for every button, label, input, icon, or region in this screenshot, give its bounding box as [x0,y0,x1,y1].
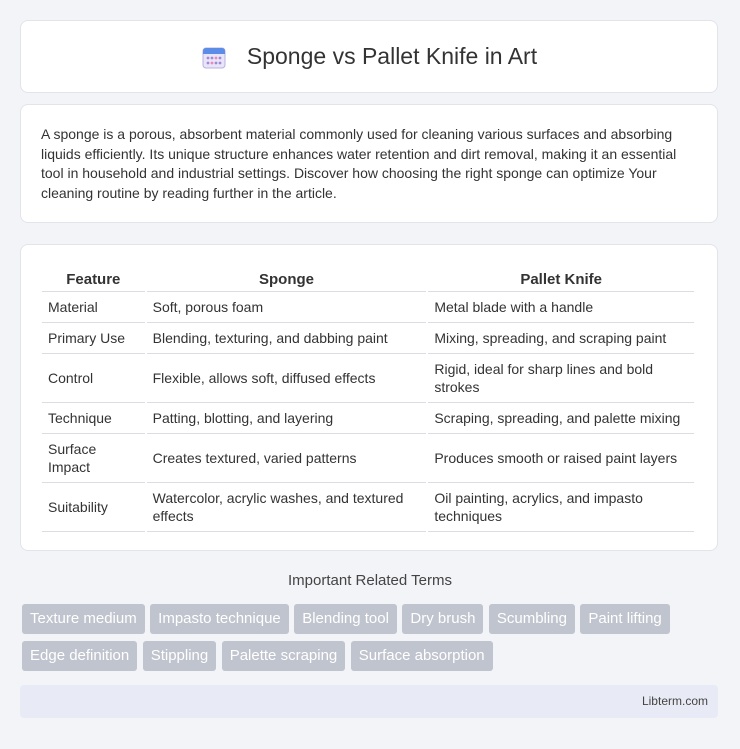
table-row [42,483,694,532]
tag-stippling[interactable]: Stippling [143,641,217,671]
header-sponge: Sponge [147,265,427,292]
tag-blending-tool[interactable]: Blending tool [294,604,397,634]
calendar-icon [201,44,227,70]
table-cell: Primary Use [42,323,145,354]
table-cell: Technique [42,403,145,434]
tag-paint-lifting[interactable]: Paint lifting [580,604,669,634]
tag-surface-absorption[interactable]: Surface absorption [351,641,493,671]
page-title: Sponge vs Pallet Knife in Art [246,43,538,69]
table-cell: Material [42,292,145,323]
table-row [42,323,694,354]
table-cell: Flexible, allows soft, diffused effects [147,354,427,403]
table-row [42,403,694,434]
table-cell: Oil painting, acrylics, and impasto techniques [428,483,694,532]
title-card [20,20,718,93]
table-cell: Creates textured, varied patterns [147,434,427,483]
table-header-row [42,265,694,292]
comparison-card [20,244,718,551]
tag-edge-definition[interactable]: Edge definition [22,641,137,671]
intro-card [20,104,718,223]
header-pallet-knife: Pallet Knife [428,265,694,292]
table-row [42,292,694,323]
tag-palette-scraping[interactable]: Palette scraping [222,641,346,671]
footer [20,685,718,718]
table-cell: Surface Impact [42,434,145,483]
table-row [42,434,694,483]
table-cell: Suitability [42,483,145,532]
table-cell: Mixing, spreading, and scraping paint [428,323,694,354]
table-cell: Patting, blotting, and layering [147,403,427,434]
related-terms-list [22,604,722,678]
table-row [42,354,694,403]
related-terms-title: Important Related Terms [288,572,452,589]
tag-scumbling[interactable]: Scumbling [489,604,575,634]
tag-impasto-technique[interactable]: Impasto technique [150,604,289,634]
table-cell: Metal blade with a handle [428,292,694,323]
intro-text: A sponge is a porous, absorbent material commonly used for cleaning various surfaces and absorbing liquids efficiently. Its unique structure enhances water retention and dirt removal, making it an essential tool in household and industrial settings. Discover how choosing the right sponge can optimize Your cleaning routine by reading further in the article. [41,126,677,201]
table-cell: Rigid, ideal for sharp lines and bold strokes [428,354,694,403]
footer-site-link[interactable]: Libterm.com [641,694,708,708]
table-cell: Blending, texturing, and dabbing paint [147,323,427,354]
tag-texture-medium[interactable]: Texture medium [22,604,145,634]
table-cell: Control [42,354,145,403]
table-cell: Scraping, spreading, and palette mixing [428,403,694,434]
table-cell: Produces smooth or raised paint layers [428,434,694,483]
table-cell: Soft, porous foam [147,292,427,323]
header-feature: Feature [42,265,145,292]
tag-dry-brush[interactable]: Dry brush [402,604,483,634]
table-cell: Watercolor, acrylic washes, and textured effects [147,483,427,532]
comparison-table [40,265,696,532]
